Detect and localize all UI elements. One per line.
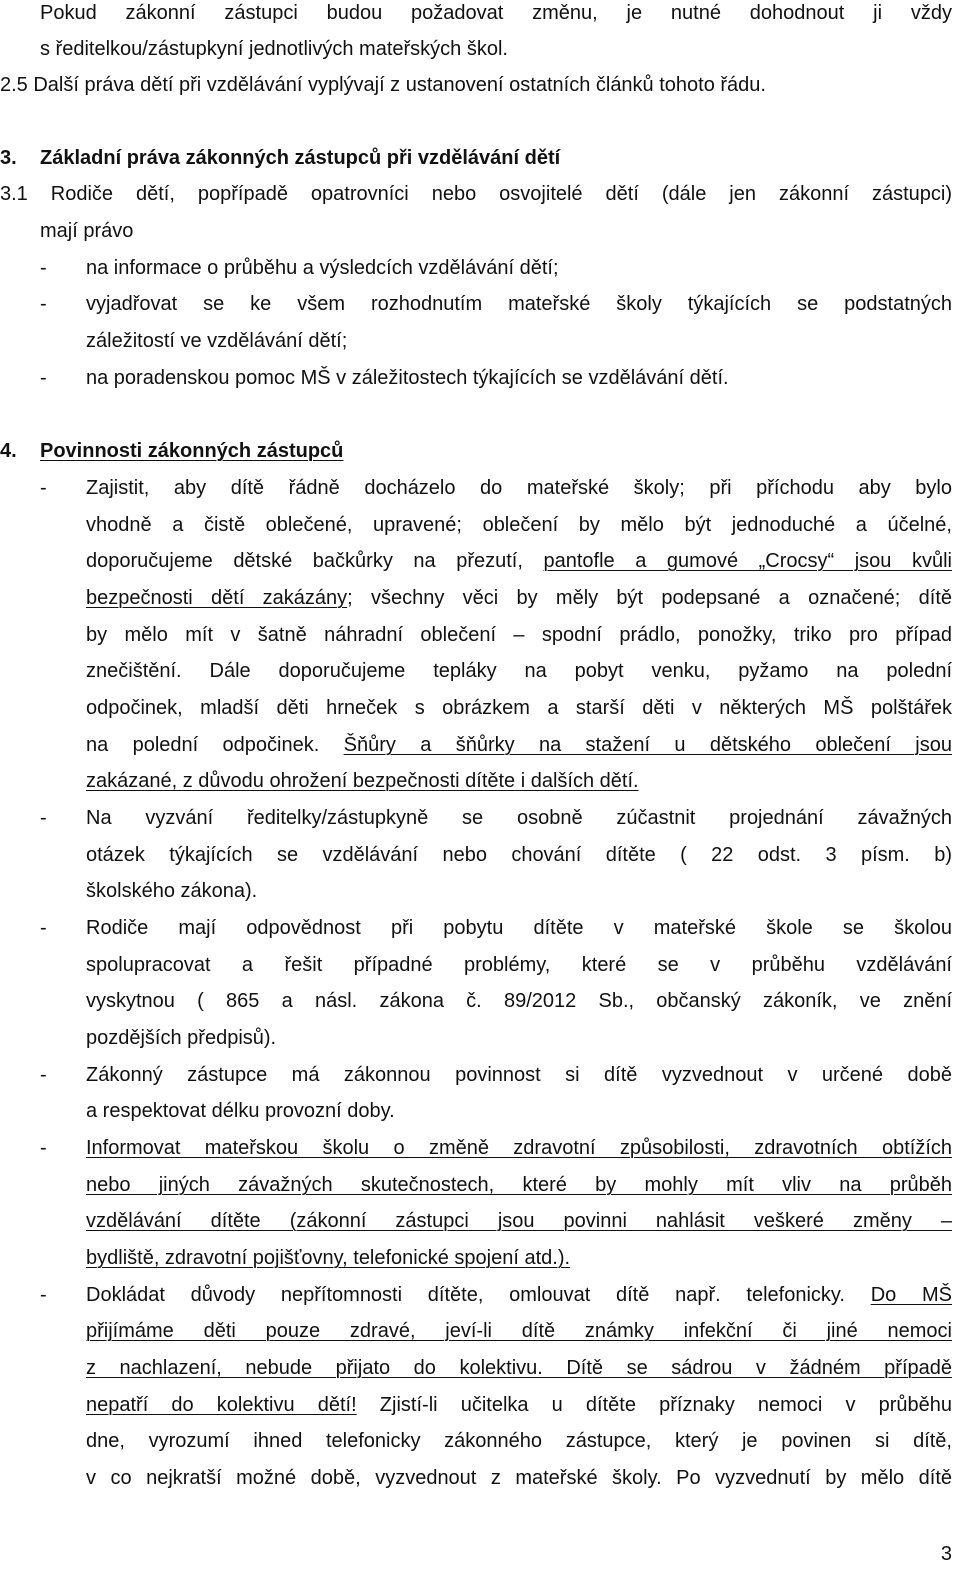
- text-line: [0, 800, 952, 836]
- bullet-dash: -: [40, 807, 47, 829]
- text-run: Na vyzvání ředitelky/zástupkyně se osobně zúčastnit projednání závažných: [86, 807, 952, 829]
- text-run: Rodiče mají odpovědnost při pobytu dítěte v mateřské škole se školou: [86, 917, 952, 939]
- paragraph-text: [40, 0, 952, 31]
- text-line: [0, 1350, 952, 1386]
- text-line: [0, 1167, 952, 1203]
- text-line: [0, 1387, 952, 1423]
- text-run: ; všechny věci by měly být podepsané a označené; dítě: [347, 587, 952, 609]
- paragraph-text: [86, 910, 952, 946]
- bullet-dash: -: [40, 1284, 47, 1306]
- underlined-text: Informovat mateřskou školu o změně zdravotní způsobilosti, zdravotních obtížích: [86, 1137, 952, 1159]
- paragraph-text: [86, 617, 952, 653]
- text-line: [0, 250, 952, 286]
- text-line: [0, 1203, 952, 1239]
- paragraph-text: [86, 1313, 952, 1349]
- text-line: [0, 617, 952, 653]
- paragraph-text: [86, 1093, 952, 1129]
- text-run: vyskytnou ( 865 a násl. zákona č. 89/2012 Sb., občanský zákoník, ve znění: [86, 990, 952, 1012]
- underlined-text: Šňůry a šňůrky na stažení u dětského oblečení jsou: [343, 734, 952, 756]
- paragraph-text: [86, 323, 952, 359]
- underlined-text: nebo jiných závažných skutečnostech, které by mohly mít vliv na průběh: [86, 1174, 952, 1196]
- paragraph-text: [86, 727, 952, 763]
- text-run: záležitostí ve vzdělávání dětí;: [86, 330, 348, 352]
- paragraph-text: [86, 1203, 952, 1239]
- paragraph-text: [86, 1277, 952, 1313]
- text-run: Dokládat důvody nepřítomnosti dítěte, omlouvat dítě např. telefonicky.: [86, 1284, 871, 1306]
- paragraph-text: [86, 837, 952, 873]
- text-line: [0, 1130, 952, 1166]
- paragraph-text: [86, 800, 952, 836]
- text-run: a respektovat délku provozní doby.: [86, 1100, 395, 1122]
- text-run: na poradenskou pomoc MŠ v záležitostech týkajících se vzdělávání dětí.: [86, 367, 729, 389]
- text-run: na polední odpočinek.: [86, 734, 344, 756]
- text-run: na informace o průběhu a výsledcích vzdělávání dětí;: [86, 257, 559, 279]
- text-run: 2.5 Další práva dětí při vzdělávání vyplývají z ustanovení ostatních článků tohoto řádu.: [0, 74, 766, 96]
- text-line: [0, 1240, 952, 1276]
- text-line: [0, 653, 952, 689]
- section-number: 4.: [0, 440, 17, 462]
- paragraph-text: [86, 690, 952, 726]
- bullet-dash: -: [40, 293, 47, 315]
- text-run: by mělo mít v šatně náhradní oblečení – spodní prádlo, ponožky, triko pro případ: [86, 624, 952, 646]
- text-line: [0, 433, 952, 469]
- text-run: dne, vyrozumí ihned telefonicky zákonného zástupce, který je povinen si dítě,: [86, 1430, 952, 1452]
- text-line: [0, 1277, 952, 1313]
- paragraph-text: [86, 1020, 952, 1056]
- text-line: [0, 910, 952, 946]
- text-line: [0, 543, 952, 579]
- text-run: Zajistit, aby dítě řádně docházelo do mateřské školy; při příchodu aby bylo: [86, 477, 952, 499]
- paragraph-text: [86, 1387, 952, 1423]
- paragraph-text: [86, 1240, 952, 1276]
- paragraph-text: [86, 1350, 952, 1386]
- text-line: [0, 690, 952, 726]
- text-line: [0, 837, 952, 873]
- text-line: [0, 1423, 952, 1459]
- paragraph-text: [86, 250, 952, 286]
- paragraph-text: [86, 653, 952, 689]
- text-run: v co nejkratší možné době, vyzvednout z mateřské školy. Po vyzvednutí by mělo dítě: [86, 1467, 952, 1489]
- underlined-text: Do MŠ: [870, 1284, 952, 1306]
- text-run: školského zákona).: [86, 880, 258, 902]
- page-number: 3: [940, 1543, 952, 1565]
- text-line: [0, 470, 952, 506]
- bullet-dash: -: [40, 257, 47, 279]
- section-number: 3.: [0, 147, 17, 169]
- text-line: [0, 1313, 952, 1349]
- underlined-text: zakázané, z důvodu ohrožení bezpečnosti dítěte i dalších dětí.: [86, 770, 639, 792]
- paragraph-text: [86, 470, 952, 506]
- text-line: [0, 140, 952, 176]
- underlined-text: Povinnosti zákonných zástupců: [40, 440, 344, 462]
- section-heading: [40, 140, 952, 176]
- paragraph-text: [0, 67, 952, 103]
- paragraph-text: [86, 1460, 952, 1496]
- paragraph-text: [40, 213, 952, 249]
- text-run: Základní práva zákonných zástupců při vzdělávání dětí: [40, 147, 561, 169]
- text-run: mají právo: [40, 220, 134, 242]
- text-line: [0, 1093, 952, 1129]
- bullet-dash: -: [40, 367, 47, 389]
- text-run: znečištění. Dále doporučujeme tepláky na pobyt venku, pyžamo na polední: [86, 660, 952, 682]
- text-run: Zákonný zástupce má zákonnou povinnost si dítě vyzvednout v určené době: [86, 1064, 952, 1086]
- paragraph-text: [86, 1167, 952, 1203]
- paragraph-text: [86, 507, 952, 543]
- text-line: [0, 947, 952, 983]
- text-run: s ředitelkou/zástupkyní jednotlivých mateřských škol.: [40, 38, 508, 60]
- paragraph-text: [86, 947, 952, 983]
- text-line: [0, 507, 952, 543]
- underlined-text: nepatří do kolektivu dětí!: [86, 1394, 357, 1416]
- text-line: [0, 873, 952, 909]
- paragraph-text: [86, 1423, 952, 1459]
- paragraph-text: [40, 31, 952, 67]
- text-line: [0, 763, 952, 799]
- paragraph-text: [86, 543, 952, 579]
- bullet-dash: -: [40, 917, 47, 939]
- text-run: vyjadřovat se ke všem rozhodnutím mateřské školy týkajících se podstatných: [86, 293, 952, 315]
- paragraph-text: [86, 873, 952, 909]
- text-line: [0, 727, 952, 763]
- text-run: Zjistí-li učitelka u dítěte příznaky nemoci v průběhu: [356, 1394, 952, 1416]
- paragraph-text: [86, 763, 952, 799]
- text-run: odpočinek, mladší děti hrneček s obrázkem a starší děti v některých MŠ polštářek: [86, 697, 952, 719]
- bullet-dash: -: [40, 1137, 47, 1159]
- text-run: Pokud zákonní zástupci budou požadovat změnu, je nutné dohodnout ji vždy: [40, 2, 952, 24]
- paragraph-text: [86, 580, 952, 616]
- section-heading: [40, 433, 952, 469]
- underlined-text: vzdělávání dítěte (zákonní zástupci jsou povinni nahlásit veškeré změny –: [86, 1210, 952, 1232]
- bullet-dash: -: [40, 1064, 47, 1086]
- text-line: [0, 67, 952, 103]
- underlined-text: z nachlazení, nebude přijato do kolektivu. Dítě se sádrou v žádném případě: [86, 1357, 952, 1379]
- text-line: [0, 213, 952, 249]
- paragraph-text: [86, 286, 952, 322]
- text-line: [0, 286, 952, 322]
- text-line: [0, 1020, 952, 1056]
- text-line: [0, 31, 952, 67]
- paragraph-text: [86, 360, 952, 396]
- underlined-text: bydliště, zdravotní pojišťovny, telefonické spojení atd.).: [86, 1247, 571, 1269]
- text-line: [0, 580, 952, 616]
- underlined-text: přijímáme děti pouze zdravé, jeví-li dítě známky infekční či jiné nemoci: [86, 1320, 952, 1342]
- text-run: vhodně a čistě oblečené, upravené; oblečení by mělo být jednoduché a účelné,: [86, 514, 952, 536]
- text-line: [0, 323, 952, 359]
- text-line: [0, 1057, 952, 1093]
- text-run: 3.1 Rodiče dětí, popřípadě opatrovníci nebo osvojitelé dětí (dále jen zákonní zástupci): [0, 183, 952, 205]
- paragraph-text: [86, 1057, 952, 1093]
- text-run: doporučujeme dětské bačkůrky na přezutí,: [86, 550, 544, 572]
- paragraph-text: [0, 176, 952, 212]
- text-line: [0, 983, 952, 1019]
- underlined-text: bezpečnosti dětí zakázány: [86, 587, 348, 609]
- underlined-text: pantofle a gumové „Crocsy“ jsou kvůli: [543, 550, 952, 572]
- bullet-dash: -: [40, 477, 47, 499]
- text-line: [0, 0, 952, 31]
- text-line: [0, 1460, 952, 1496]
- text-line: [0, 360, 952, 396]
- paragraph-text: [86, 983, 952, 1019]
- text-line: [0, 176, 952, 212]
- text-run: otázek týkajících se vzdělávání nebo chování dítěte ( 22 odst. 3 písm. b): [86, 844, 952, 866]
- text-run: pozdějších předpisů).: [86, 1027, 277, 1049]
- paragraph-text: [86, 1130, 952, 1166]
- text-run: spolupracovat a řešit případné problémy, které se v průběhu vzdělávání: [86, 954, 952, 976]
